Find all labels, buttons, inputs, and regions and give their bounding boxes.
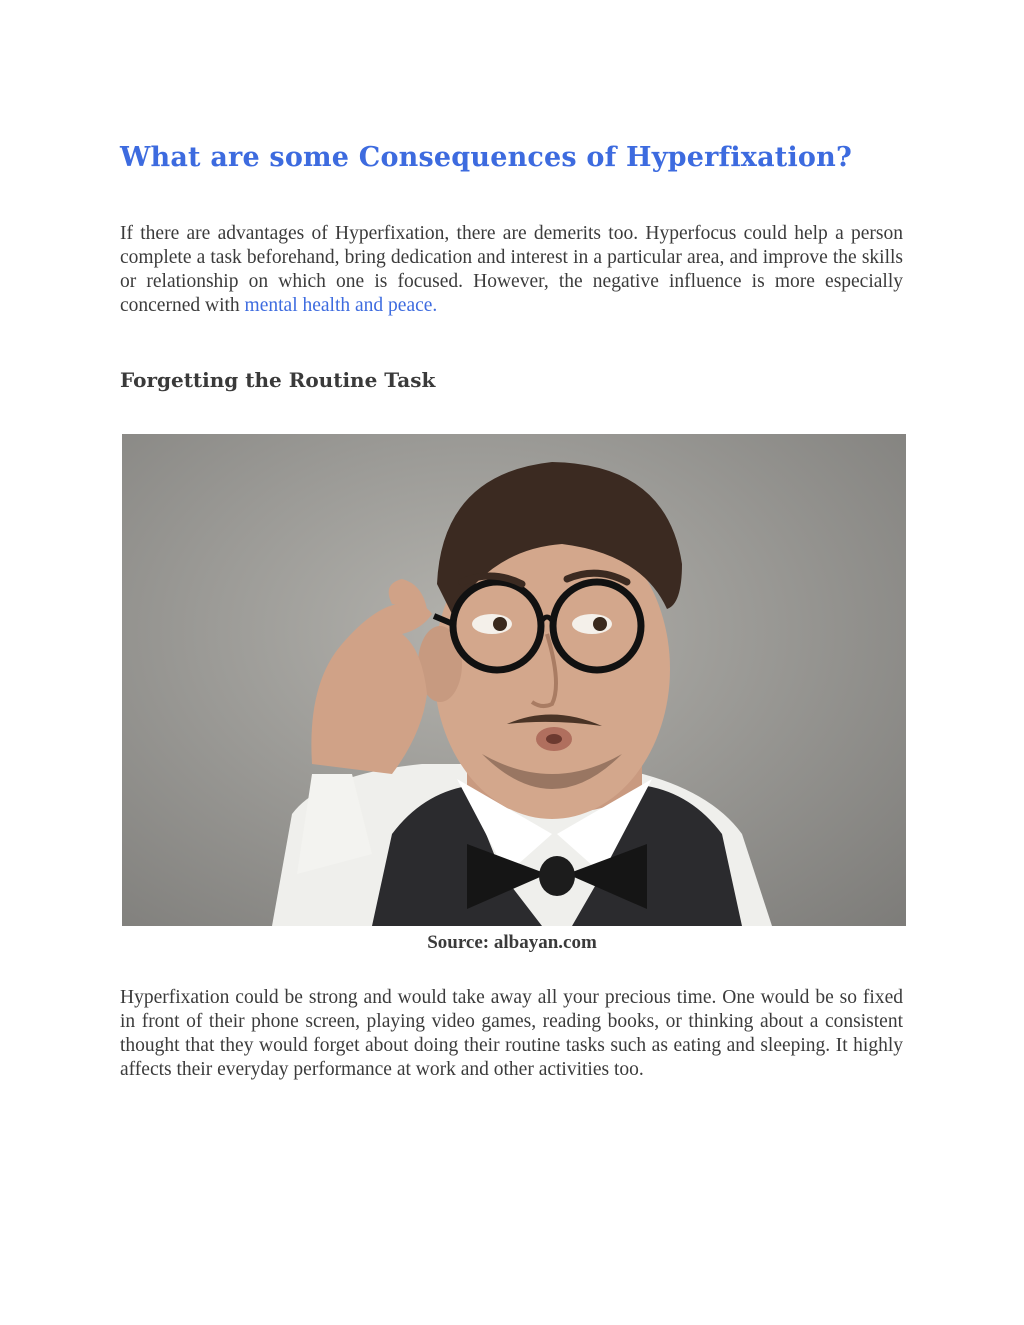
man-with-glasses-illustration — [122, 434, 906, 926]
article-photo — [122, 434, 906, 926]
section-heading: Forgetting the Routine Task — [120, 368, 436, 392]
article-title: What are some Consequences of Hyperfixation? — [120, 142, 852, 173]
intro-paragraph — [120, 222, 903, 318]
body-paragraph: Hyperfixation could be strong and would take away all your precious time. One would be so fixed in front of their phone screen, playing video games, reading books, or thinking about a consistent thought that they would forget about doing their routine tasks such as eating and sleeping. It highly affects their everyday performance at work and other activities too. — [120, 987, 903, 1080]
intro-text: If there are advantages of Hyperfixation, there are demerits too. Hyperfocus could help a person complete a task beforehand, bring dedication and interest in a particular area, and improve the skills or relationship on which one is focused. However, the negative influence is more especially concerned with — [120, 223, 903, 316]
image-caption: Source: albayan.com — [427, 932, 597, 953]
mental-health-link[interactable]: mental health and peace. — [244, 295, 438, 316]
